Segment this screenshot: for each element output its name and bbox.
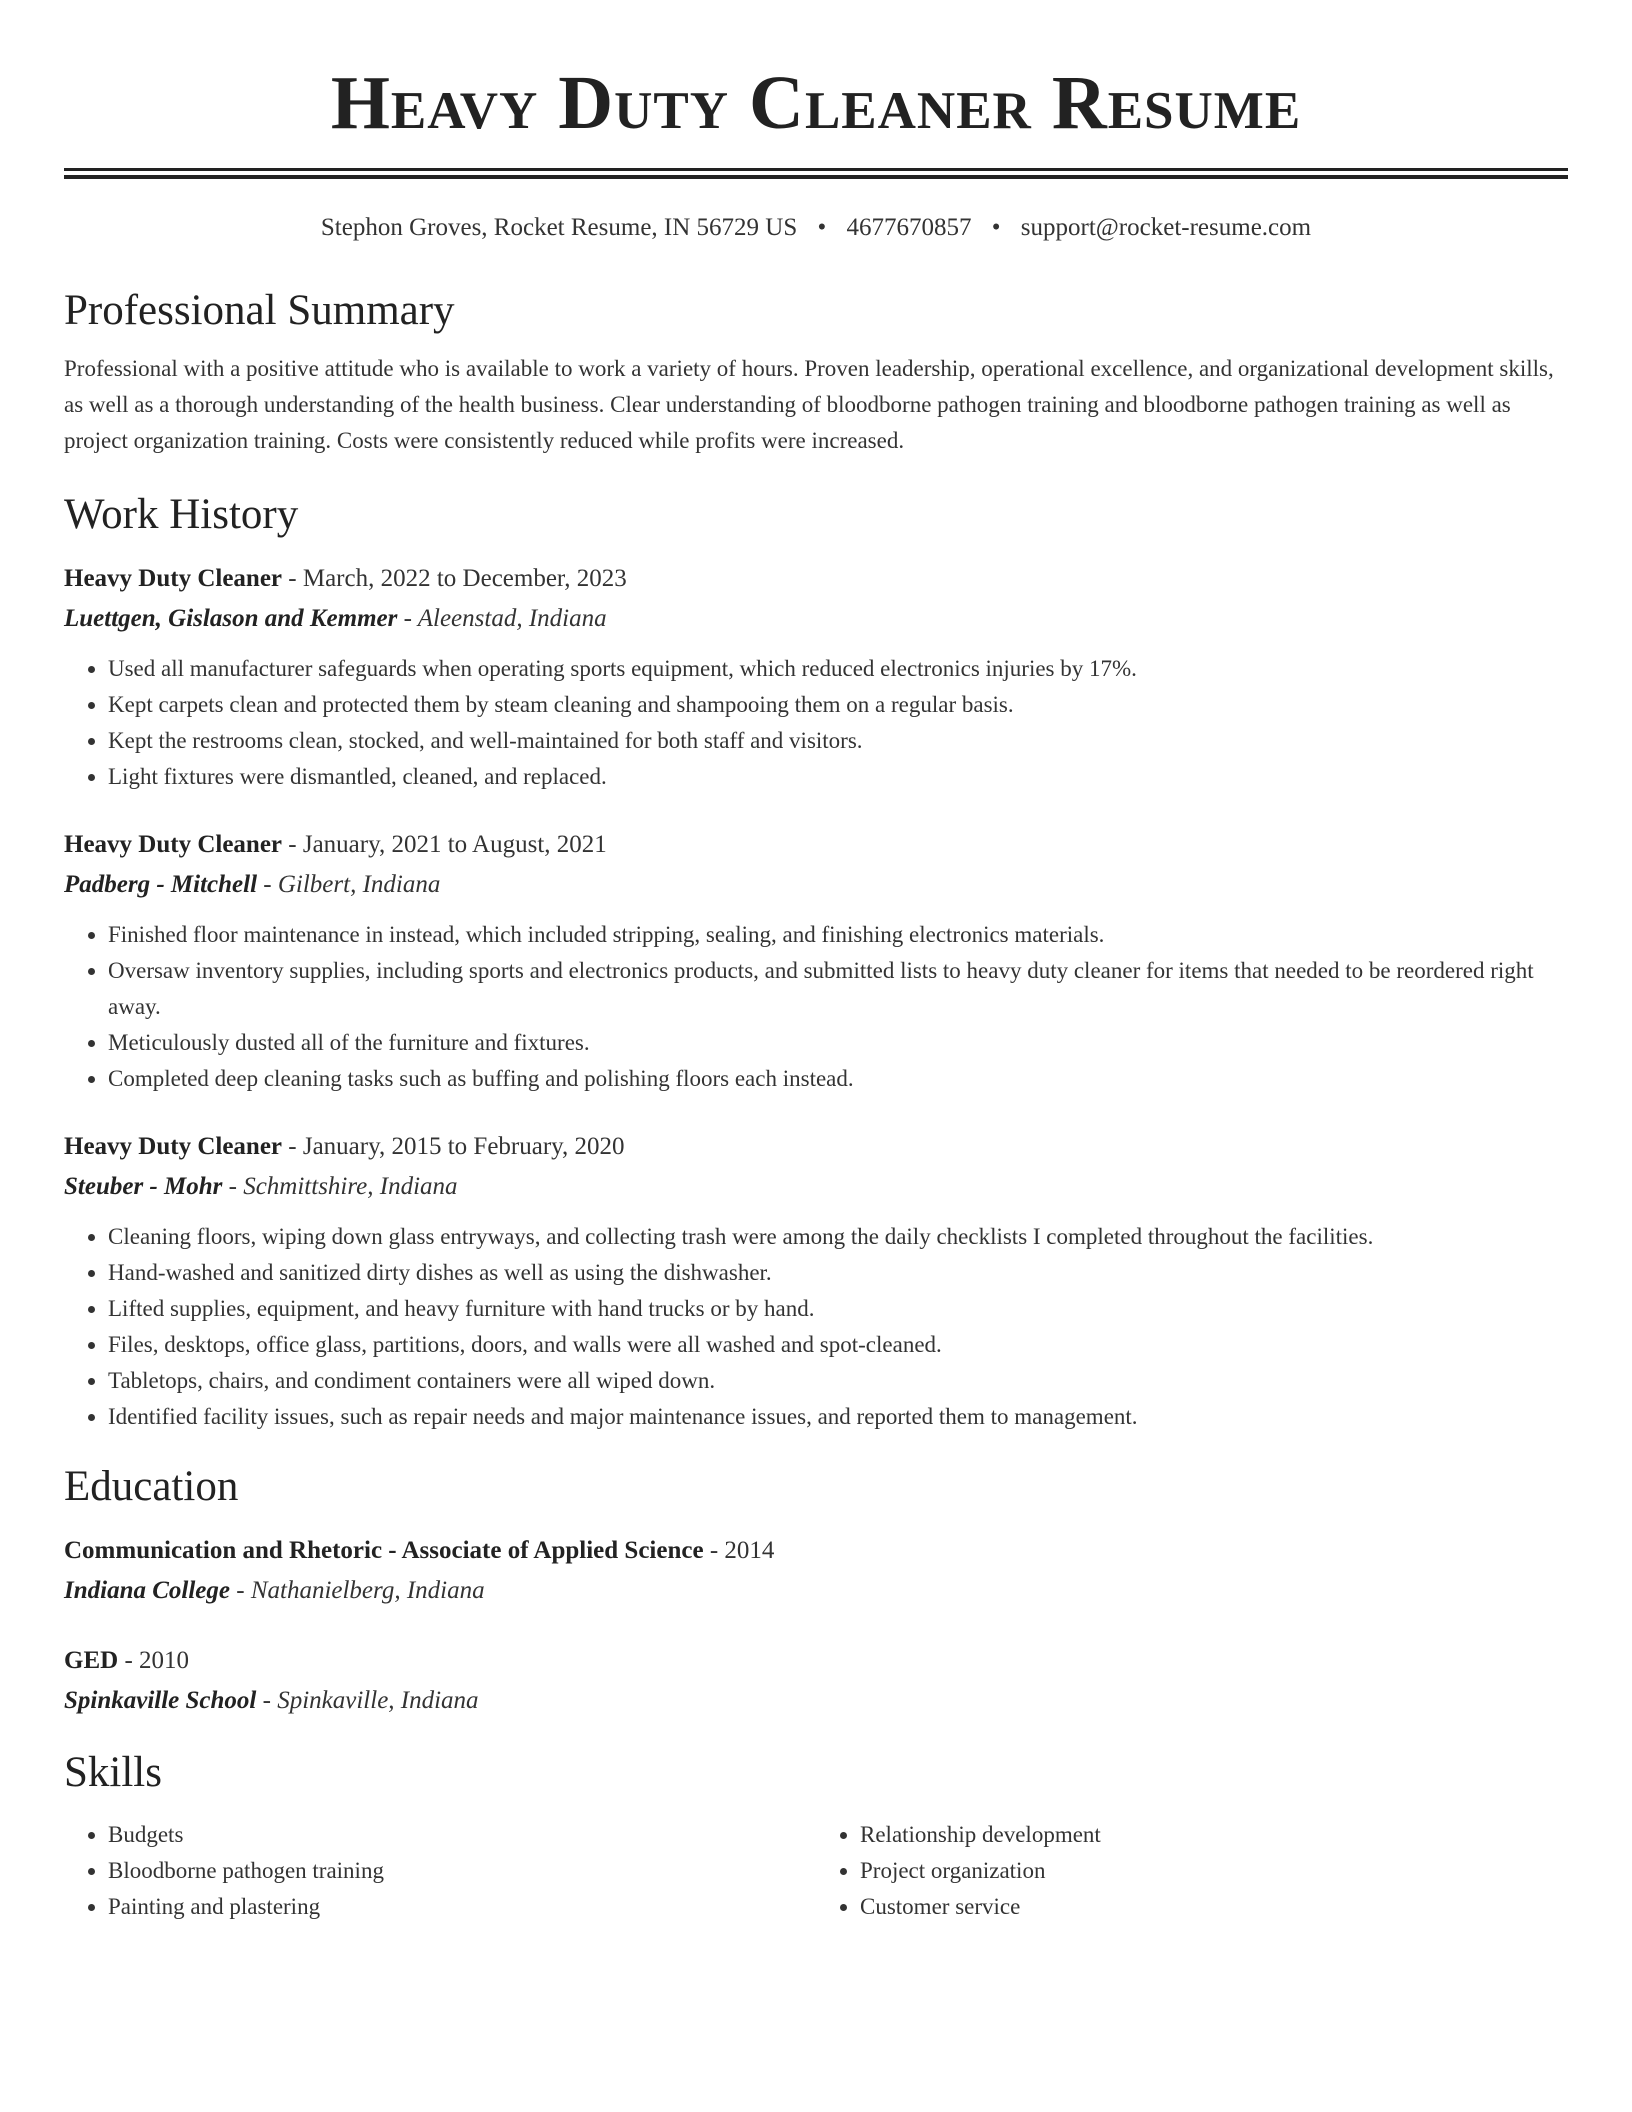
title-rule-top <box>64 168 1568 171</box>
list-item: • Painting and plastering <box>108 1889 816 1925</box>
education-school-line <box>64 1575 1568 1607</box>
list-item: • Relationship development <box>860 1817 1568 1853</box>
job-company: Padberg - Mitchell <box>64 871 258 898</box>
job-location: - Schmittshire, Indiana <box>222 1173 458 1200</box>
education-header <box>64 1645 1568 1677</box>
job-entry <box>64 563 1568 795</box>
contact-separator: • <box>991 214 1001 241</box>
contact-line <box>64 213 1568 243</box>
list-item: • Budgets <box>108 1817 816 1853</box>
education-heading: Education <box>64 1463 239 1510</box>
summary-heading: Professional Summary <box>64 287 455 334</box>
job-location: - Aleenstad, Indiana <box>397 605 607 632</box>
contact-phone: 4677670857 <box>846 214 972 241</box>
contact-address: Stephon Groves, Rocket Resume, IN 56729 US <box>320 214 798 241</box>
job-company-line <box>64 603 1568 635</box>
summary-text: Professional with a positive attitude who is available to work a variety of hours. Proven leadership, operational excellence, and organizational development skills, as well as a thorough understanding of the health business. Clear understanding of bloodborne pathogen training and bloodborne pathogen training as well as project organization training. Costs were consistently reduced while profits were increased. <box>64 356 1554 453</box>
job-entry <box>64 829 1568 1097</box>
job-header <box>64 563 1568 595</box>
list-item: • Tabletops, chairs, and condiment containers were all wiped down. <box>108 1363 1568 1399</box>
skills-heading: Skills <box>64 1749 162 1796</box>
contact-separator: • <box>817 214 827 241</box>
education-degree: Communication and Rhetoric - Associate of Applied Science <box>64 1537 704 1564</box>
education-school: Spinkaville School <box>64 1687 257 1714</box>
education-school-line <box>64 1685 1568 1717</box>
education-header <box>64 1535 1568 1567</box>
job-company-line <box>64 1171 1568 1203</box>
job-bullets <box>64 651 1568 795</box>
job-company: Luettgen, Gislason and Kemmer <box>64 605 398 632</box>
job-header <box>64 829 1568 861</box>
education-degree: GED <box>64 1647 119 1674</box>
skills-column-right <box>816 1817 1568 1925</box>
list-item: • Oversaw inventory supplies, including sports and electronics products, and submitted lists to heavy duty cleaner for items that needed to be reordered right away. <box>108 953 1568 1025</box>
job-header <box>64 1131 1568 1163</box>
education-entry <box>64 1535 1568 1607</box>
list-item: • Light fixtures were dismantled, cleaned, and replaced. <box>108 759 1568 795</box>
list-item: • Hand-washed and sanitized dirty dishes as well as using the dishwasher. <box>108 1255 1568 1291</box>
job-title: Heavy Duty Cleaner <box>64 565 283 592</box>
work-history-heading: Work History <box>64 491 299 538</box>
list-item: • Finished floor maintenance in instead, which included stripping, sealing, and finishing electronics materials. <box>108 917 1568 953</box>
list-item: • Completed deep cleaning tasks such as buffing and polishing floors each instead. <box>108 1061 1568 1097</box>
list-item: • Bloodborne pathogen training <box>108 1853 816 1889</box>
job-dates: - March, 2022 to December, 2023 <box>282 565 627 592</box>
list-item: • Lifted supplies, equipment, and heavy furniture with hand trucks or by hand. <box>108 1291 1568 1327</box>
job-bullets <box>64 917 1568 1097</box>
list-item: • Customer service <box>860 1889 1568 1925</box>
skills-list <box>64 1817 1568 1925</box>
education-location: - Nathanielberg, Indiana <box>230 1577 485 1604</box>
list-item: • Cleaning floors, wiping down glass entryways, and collecting trash were among the daily checklists I completed throughout the facilities. <box>108 1219 1568 1255</box>
job-location: - Gilbert, Indiana <box>257 871 441 898</box>
list-item: • Project organization <box>860 1853 1568 1889</box>
list-item: • Used all manufacturer safeguards when operating sports equipment, which reduced electronics injuries by 17%. <box>108 651 1568 687</box>
resume-title: Heavy Duty Cleaner Resume <box>330 61 1302 145</box>
job-entry <box>64 1131 1568 1435</box>
job-title: Heavy Duty Cleaner <box>64 1133 283 1160</box>
job-company-line <box>64 869 1568 901</box>
skills-column-left <box>64 1817 816 1925</box>
education-year: - 2014 <box>703 1537 775 1564</box>
education-year: - 2010 <box>118 1647 190 1674</box>
list-item: • Files, desktops, office glass, partitions, doors, and walls were all washed and spot-cleaned. <box>108 1327 1568 1363</box>
list-item: • Meticulously dusted all of the furniture and fixtures. <box>108 1025 1568 1061</box>
job-title: Heavy Duty Cleaner <box>64 831 283 858</box>
education-school: Indiana College <box>64 1577 230 1604</box>
title-rule-bottom <box>64 175 1568 179</box>
list-item: • Kept the restrooms clean, stocked, and well-maintained for both staff and visitors. <box>108 723 1568 759</box>
job-dates: - January, 2021 to August, 2021 <box>282 831 607 858</box>
education-entry <box>64 1645 1568 1717</box>
job-dates: - January, 2015 to February, 2020 <box>282 1133 625 1160</box>
job-bullets <box>64 1219 1568 1435</box>
contact-email: support@rocket-resume.com <box>1020 214 1312 241</box>
education-location: - Spinkaville, Indiana <box>256 1687 479 1714</box>
list-item: • Identified facility issues, such as repair needs and major maintenance issues, and reported them to management. <box>108 1399 1568 1435</box>
job-company: Steuber - Mohr <box>64 1173 223 1200</box>
list-item: • Kept carpets clean and protected them by steam cleaning and shampooing them on a regular basis. <box>108 687 1568 723</box>
